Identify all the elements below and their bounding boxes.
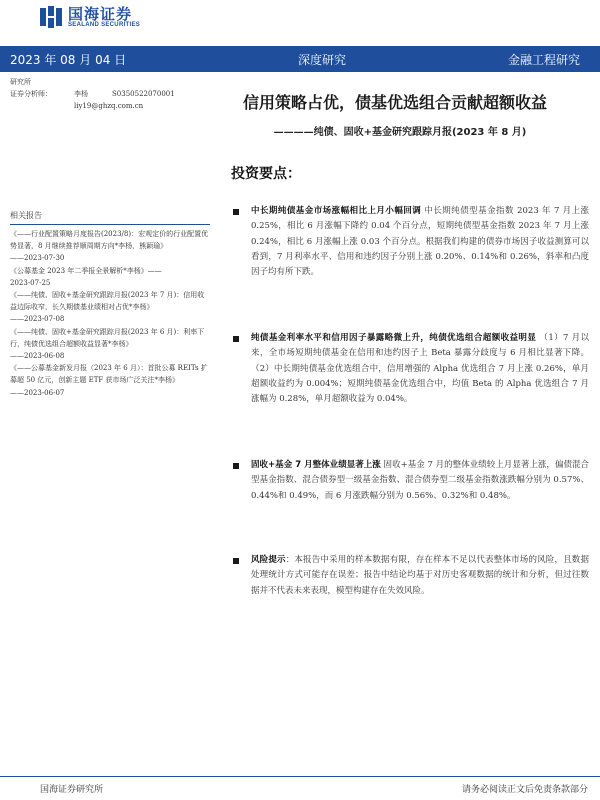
key-points bbox=[231, 204, 591, 614]
related-report-item[interactable]: 《——行业配置策略月度报告(2023/8)：宏观定价的行业配置优势显著，8 月继续推荐顺周期方向*李杨，熊颖瑜》 ——2023-07-30 bbox=[10, 230, 209, 263]
key-point-text: （1）7 月以来，全市场短期纯债基金在信用和违约因子上 Beta 暴露分歧度与 6 月相比显著下降。（2）中长期纯债基金优选组合中，信用增强的 Alpha 优选组合 7 月上涨 0.26%，单月超额收益约为 0.004%；短期纯债基金优选组合中，均值 Beta 的 Alpha 优选组合 7 月涨幅为 0.28%，单月超额收益为 0.04%。 bbox=[251, 333, 589, 405]
related-report-item[interactable]: 《——纯债、固收+基金研究跟踪月报(2023 年 6 月)：利率下行，纯债优选组合超额收益显著*李杨》 ——2023-06-08 bbox=[10, 327, 205, 361]
analyst-name: 李杨 bbox=[74, 90, 88, 98]
logo-mark-icon bbox=[40, 6, 62, 28]
bullet-square-icon bbox=[233, 209, 239, 215]
header-bar bbox=[0, 46, 600, 72]
key-point-highlight: 中长期纯债基金市场涨幅相比上月小幅回调 bbox=[251, 206, 422, 216]
footer-institute: 国海证券研究所 bbox=[40, 785, 104, 795]
key-point bbox=[231, 331, 591, 443]
department: 金融工程研究 bbox=[507, 53, 580, 67]
institute-label: 研究所 bbox=[10, 78, 31, 86]
key-point bbox=[231, 458, 591, 538]
bullet-square-icon bbox=[233, 463, 239, 469]
analyst-role: 证券分析师： bbox=[10, 90, 52, 98]
footer-disclaimer: 请务必阅读正文后免责条款部分 bbox=[461, 785, 588, 795]
key-point-text: 中长期纯债型基金指数 2023 年 7 月上涨 0.25%，相比 6 月涨幅下降约 0.04 个百分点，短期纯债型基金指数 2023 年 7 月上涨 0.24%，相比 6 月涨幅上涨 0.03 个百分点。根据我们构建的债券市场因子收益测算可以看到，7 月利率水平、信用和违约因子分别上涨 0.20%、0.14%和 0.26%，斜率和凸度因子均有所下跌。 bbox=[251, 206, 589, 278]
analyst-email[interactable]: liy19@ghzq.com.cn bbox=[74, 102, 144, 110]
bullet-square-icon bbox=[233, 336, 239, 342]
risk-warning-label: 风险提示 bbox=[251, 555, 286, 565]
related-report-item[interactable]: 《——公募基金新发月报（2023 年 6 月）：首批公募 REITs 扩募超 50 亿元，创新主题 ETF 获市场广泛关注*李杨》 ——2023-06-07 bbox=[10, 364, 208, 397]
invest-heading: 投资要点： bbox=[231, 166, 301, 182]
key-point-highlight: 固收+基金 7 月整体业绩显著上涨 bbox=[251, 460, 381, 470]
key-point-text: 固收+基金 7 月的整体业绩较上月显著上涨，偏债混合型基金指数、混合债券型一级基金指数、混合债券型二级基金指数涨跌幅分别为 0.57%、0.44%和 0.49%，而 6 月涨跌幅分别为 0.56%、0.32%和 0.48%。 bbox=[251, 460, 590, 501]
company-logo bbox=[40, 2, 140, 32]
related-reports bbox=[10, 210, 210, 399]
page-subtitle: ————纯债、固收+基金研究跟踪月报(2023 年 8 月) bbox=[273, 127, 527, 138]
report-type: 深度研究 bbox=[298, 53, 347, 67]
bullet-square-icon bbox=[233, 558, 239, 564]
related-report-item[interactable]: 《公募基金 2023 年二季报全景解析*李杨》—— 2023-07-25 bbox=[10, 266, 162, 287]
logo-name-cn: 国海证券 bbox=[68, 4, 133, 23]
related-report-item[interactable]: 《——纯债、固收+基金研究跟踪月报(2023 年 7 月)：信用收益边际收窄，长久期债基业绩相对占优*李杨》 ——2023-07-08 bbox=[10, 291, 205, 324]
key-point bbox=[231, 204, 591, 316]
key-point bbox=[231, 553, 591, 599]
page-title: 信用策略占优，债基优选组合贡献超额收益 bbox=[242, 93, 547, 112]
logo-name-en: SEALAND SECURITIES bbox=[68, 21, 141, 28]
related-reports-title: 相关报告 bbox=[10, 210, 210, 225]
footer-divider bbox=[0, 776, 600, 777]
key-point-highlight: 纯债基金利率水平和信用因子暴露略微上升，纯债优选组合超额收益明显 bbox=[251, 333, 537, 343]
report-date: 2023 年 08 月 04 日 bbox=[10, 53, 127, 67]
analyst-info bbox=[10, 76, 210, 112]
analyst-cert: S0350522070001 bbox=[112, 90, 175, 98]
risk-warning-text: ：本报告中采用的样本数据有限，存在样本不足以代表整体市场的风险，且数据处理统计方式可能存在误差；报告中结论均基于对历史客观数据的统计和分析，但过往数据并不代表未来表现，模型构建存在失效风险。 bbox=[251, 555, 589, 596]
